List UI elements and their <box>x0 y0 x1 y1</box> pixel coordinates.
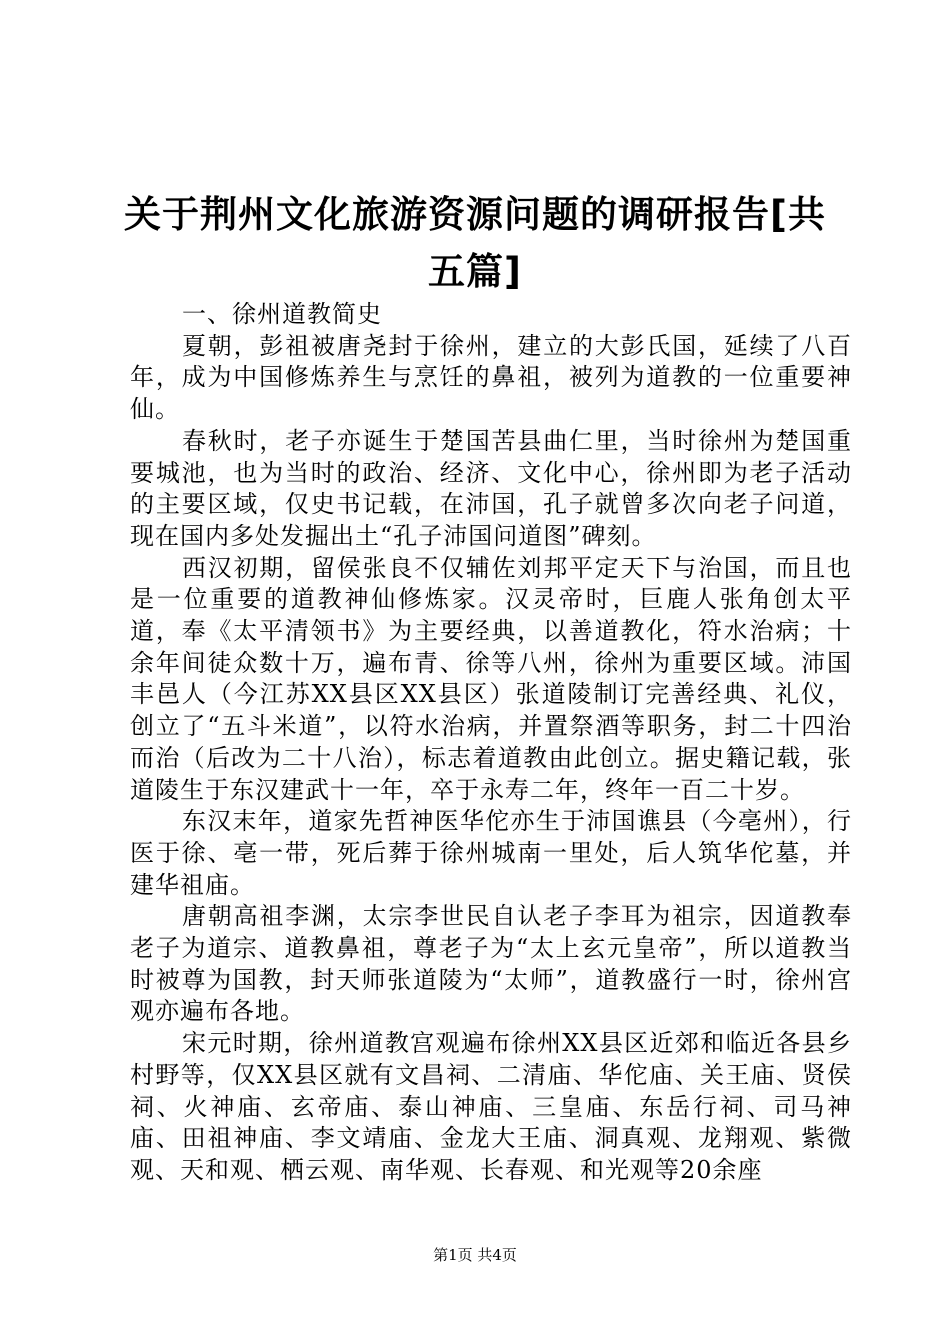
paragraph-eastern-han: 东汉末年，道家先哲神医华佗亦生于沛国谯县（今亳州），行医于徐、亳一带，死后葬于徐州城南一里处，后人筑华佗墓，并建华祖庙。 <box>130 807 852 899</box>
paragraph-tang-dynasty: 唐朝高祖李渊，太宗李世民自认老子李耳为祖宗，因道教奉老子为道宗、道教鼻祖，尊老子为“太上玄元皇帝”，所以道教当时被尊为国教，封天师张道陵为“太师”，道教盛行一时，徐州宫观亦遍布各地。 <box>130 902 852 1026</box>
document-title: 关于荆州文化旅游资源问题的调研报告[共五篇] <box>124 193 826 293</box>
page-footer: 第1页 共4页 <box>433 1246 517 1264</box>
paragraph-western-han: 西汉初期，留侯张良不仅辅佐刘邦平定天下与治国，而且也是一位重要的道教神仙修炼家。汉灵帝时，巨鹿人张角创太平道，奉《太平清领书》为主要经典，以善道教化，符水治病；十余年间徒众数十万，遍布青、徐等八州，徐州为重要区域。沛国丰邑人（今江苏XX县区XX县区）张道陵制订完善经典、礼仪，创立了“五斗米道”，以符水治病，并置祭酒等职务，封二十四治而治（后改为二十八治），标志着道教由此创立。据史籍记载，张道陵生于东汉建武十一年，卒于永寿二年，终年一百二十岁。 <box>130 553 852 804</box>
paragraph-song-yuan: 宋元时期，徐州道教宫观遍布徐州XX县区近郊和临近各县乡村野等，仅XX县区就有文昌祠、二清庙、华佗庙、关王庙、贤侯祠、火神庙、玄帝庙、泰山神庙、三皇庙、东岳行祠、司马神庙、田祖神庙、李文靖庙、金龙大王庙、洞真观、龙翔观、紫微观、天和观、栖云观、南华观、长春观、和光观等20余座 <box>130 1029 852 1184</box>
document-body <box>130 299 852 1187</box>
section-heading: 一、徐州道教简史 <box>182 300 382 328</box>
paragraph-xia-dynasty: 夏朝，彭祖被唐尧封于徐州，建立的大彭氏国，延续了八百年，成为中国修炼养生与烹饪的鼻祖，被列为道教的一位重要神仙。 <box>130 331 852 424</box>
paragraph-spring-autumn: 春秋时，老子亦诞生于楚国苦县曲仁里，当时徐州为楚国重要城池，也为当时的政治、经济、文化中心，徐州即为老子活动的主要区域，仅史书记载，在沛国，孔子就曾多次向老子问道，现在国内多处发掘出土“孔子沛国问道图”碑刻。 <box>130 426 852 550</box>
